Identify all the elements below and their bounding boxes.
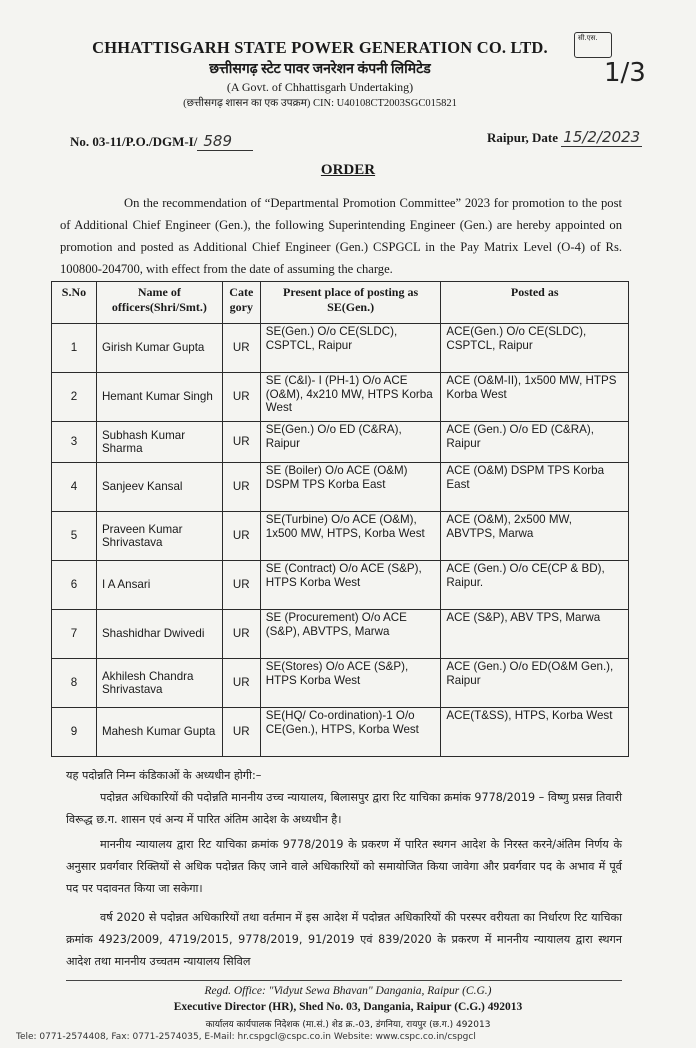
cell-posted-as: ACE (S&P), ABV TPS, Marwa: [441, 610, 629, 659]
page-count: 1/3: [604, 58, 646, 88]
table-row: [52, 708, 629, 757]
date-handwritten: 15/2/2023: [563, 128, 641, 146]
cell-name: Girish Kumar Gupta: [96, 324, 222, 373]
cell-posted-as: ACE (O&M-II), 1x500 MW, HTPS Korba West: [441, 373, 629, 422]
cell-present-posting: SE(HQ/ Co-ordination)-1 O/o CE(Gen.), HTPS, Korba West: [260, 708, 441, 757]
cell-sno: 7: [52, 610, 97, 659]
condition-paragraph-1: पदोन्नत अधिकारियों की पदोन्नति माननीय उच्च न्यायालय, बिलासपुर द्वारा रिट याचिका क्रमांक 9778/2019 – विष्णु प्रसन्न तिवारी विरूद्ध छ.ग. शासन एवं अन्य में पारित अंतिम आदेश के अध्यधीन है।: [66, 791, 622, 826]
order-number: [70, 132, 253, 151]
table-row: [52, 373, 629, 422]
cell-sno: 4: [52, 463, 97, 512]
cell-posted-as: ACE(T&SS), HTPS, Korba West: [441, 708, 629, 757]
cell-posted-as: ACE (Gen.) O/o ED (C&RA), Raipur: [441, 422, 629, 463]
cell-sno: 5: [52, 512, 97, 561]
table-row: [52, 463, 629, 512]
table-header-row: [52, 282, 629, 324]
cell-sno: 2: [52, 373, 97, 422]
header-present-posting: Present place of posting as SE(Gen.): [260, 282, 441, 324]
company-name-en: CHHATTISGARH STATE POWER GENERATION CO. LTD.: [92, 38, 548, 57]
table-row: [52, 324, 629, 373]
cell-sno: 6: [52, 561, 97, 610]
cell-category: UR: [222, 610, 260, 659]
cell-category: UR: [222, 512, 260, 561]
footer-contact: Tele: 0771-2574408, Fax: 0771-2574035, E-Mail: hr.cspgcl@cspc.co.in Website: www.cspc.co.in/cspgcl: [16, 1032, 476, 1042]
cell-sno: 1: [52, 324, 97, 373]
header-posted-as: Posted as: [441, 282, 629, 324]
order-title: ORDER: [320, 162, 376, 178]
letterhead: [60, 38, 580, 110]
footer-divider: [66, 980, 622, 981]
cell-posted-as: ACE(Gen.) O/o CE(SLDC), CSPTCL, Raipur: [441, 324, 629, 373]
cell-category: UR: [222, 463, 260, 512]
cell-posted-as: ACE (O&M), 2x500 MW, ABVTPS, Marwa: [441, 512, 629, 561]
table-row: [52, 422, 629, 463]
header-sno: S.No: [52, 282, 97, 324]
cell-present-posting: SE(Turbine) O/o ACE (O&M), 1x500 MW, HTPS, Korba West: [260, 512, 441, 561]
cell-sno: 8: [52, 659, 97, 708]
cell-present-posting: SE(Stores) O/o ACE (S&P), HTPS Korba West: [260, 659, 441, 708]
cell-present-posting: SE (C&I)- I (PH-1) O/o ACE (O&M), 4x210 MW, HTPS Korba West: [260, 373, 441, 422]
footer-hindi-address: कार्यालय कार्यपालक निदेशक (मा.सं.) शेड क्र.-03, डंगनिया, रायपुर (छ.ग.) 492013: [205, 1020, 491, 1030]
cell-present-posting: SE (Procurement) O/o ACE (S&P), ABVTPS, Marwa: [260, 610, 441, 659]
cell-category: UR: [222, 324, 260, 373]
cell-name: Mahesh Kumar Gupta: [96, 708, 222, 757]
footer-regd-office: Regd. Office: "Vidyut Sewa Bhavan" Dangania, Raipur (C.G.): [204, 985, 492, 997]
cell-sno: 9: [52, 708, 97, 757]
conditions-heading: यह पदोन्नति निम्न कंडिकाओं के अध्यधीन होगी:–: [66, 769, 262, 782]
condition-paragraph-2: माननीय न्यायालय द्वारा रिट याचिका क्रमांक 9778/2019 के प्रकरण में पारित स्थगन आदेश के निरस्त करने/अंतिम निर्णय के अनुसार प्रवर्गवार रिक्तियों से अधिक पदोन्नत किए जाने वाले अधिकारियों को समायोजित किया जावेगा और प्रवर्गवार पद के अभाव में पूर्व पद पर पदावनत किया जा सकेगा।: [66, 838, 622, 895]
cell-present-posting: SE (Boiler) O/o ACE (O&M) DSPM TPS Korba East: [260, 463, 441, 512]
intro-paragraph: On the recommendation of “Departmental Promotion Committee” 2023 for promotion to the post of Additional Chief Engineer (Gen.), the following Superintending Engineer (Gen.) are hereby appointed on promotion and posted as Additional Chief Engineer (Gen.) CSPGCL in the Pay Matrix Level (O-4) of Rs. 100800-204700, with effect from the date of assuming the charge.: [60, 196, 622, 276]
cell-name: Akhilesh Chandra Shrivastava: [96, 659, 222, 708]
condition-paragraph-3: वर्ष 2020 से पदोन्नत अधिकारियों तथा वर्तमान में इस आदेश में पदोन्नत अधिकारियों की परस्पर वरीयता का निर्धारण रिट याचिका क्रमांक 4923/2009, 4719/2015, 9778/2019, 91/2019 एवं 839/2020 के प्रकरण में माननीय न्यायालय द्वारा स्थगन आदेश तथा माननीय उच्चतम न्यायालय सिविल: [66, 911, 622, 968]
footer-ed-address: Executive Director (HR), Shed No. 03, Dangania, Raipur (C.G.) 492013: [173, 1001, 523, 1013]
cell-name: Shashidhar Dwivedi: [96, 610, 222, 659]
table-row: [52, 512, 629, 561]
cell-posted-as: ACE (Gen.) O/o CE(CP & BD), Raipur.: [441, 561, 629, 610]
order-number-handwritten: 589: [197, 132, 253, 151]
header-category: Cate gory: [222, 282, 260, 324]
office-stamp: सी.एस.: [574, 32, 612, 58]
cell-present-posting: SE(Gen.) O/o ED (C&RA), Raipur: [260, 422, 441, 463]
cell-posted-as: ACE (O&M) DSPM TPS Korba East: [441, 463, 629, 512]
company-name-hi: छत्तीसगढ़ स्टेट पावर जनरेशन कंपनी लिमिटेड: [209, 62, 431, 77]
cell-category: UR: [222, 561, 260, 610]
cell-name: Subhash Kumar Sharma: [96, 422, 222, 463]
cell-category: UR: [222, 659, 260, 708]
cell-category: UR: [222, 708, 260, 757]
cell-category: UR: [222, 373, 260, 422]
table-row: [52, 659, 629, 708]
date-prefix: Raipur, Date: [487, 130, 559, 145]
cell-category: UR: [222, 422, 260, 463]
cell-name: Hemant Kumar Singh: [96, 373, 222, 422]
cell-present-posting: SE (Contract) O/o ACE (S&P), HTPS Korba West: [260, 561, 441, 610]
cin-number: (छत्तीसगढ़ शासन का एक उपक्रम) CIN: U40108CT2003SGC015821: [183, 98, 457, 109]
promotion-table: [51, 281, 629, 757]
cell-posted-as: ACE (Gen.) O/o ED(O&M Gen.), Raipur: [441, 659, 629, 708]
cell-name: Praveen Kumar Shrivastava: [96, 512, 222, 561]
order-number-prefix: No. 03-11/P.O./DGM-I/: [70, 134, 198, 149]
table-row: [52, 610, 629, 659]
cell-sno: 3: [52, 422, 97, 463]
cell-present-posting: SE(Gen.) O/o CE(SLDC), CSPTCL, Raipur: [260, 324, 441, 373]
order-date: [487, 128, 642, 147]
table-row: [52, 561, 629, 610]
cell-name: I A Ansari: [96, 561, 222, 610]
cell-name: Sanjeev Kansal: [96, 463, 222, 512]
govt-undertaking: (A Govt. of Chhattisgarh Undertaking): [226, 80, 414, 94]
header-name: Name of officers(Shri/Smt.): [96, 282, 222, 324]
